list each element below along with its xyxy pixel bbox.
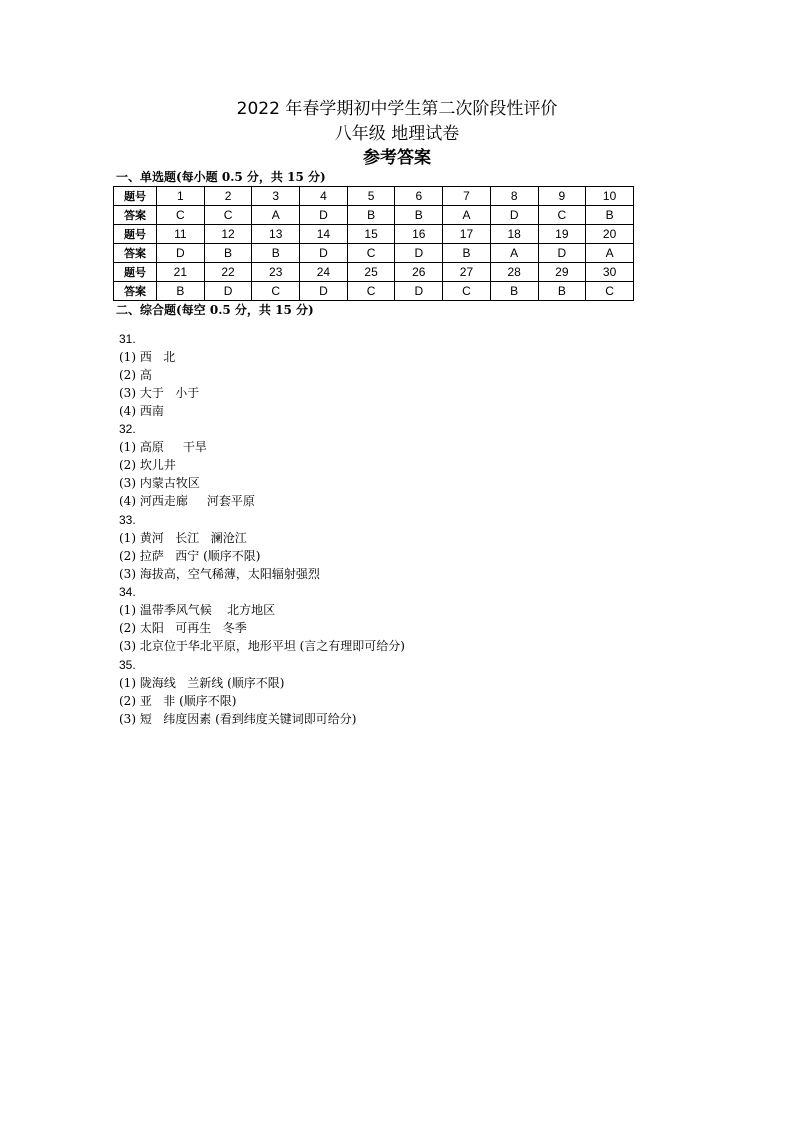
answer-cell: D: [490, 206, 538, 225]
answer-cell: C: [347, 282, 395, 301]
answer-table: [113, 186, 634, 301]
answer-cell: A: [252, 206, 300, 225]
answer-line: (3) 大于 小于: [119, 386, 200, 400]
answer-cell: A: [586, 244, 634, 263]
question-number-cell: 23: [252, 263, 300, 282]
question-number-cell: 16: [395, 225, 443, 244]
question-number-cell: 3: [252, 187, 300, 206]
answer-cell: B: [157, 282, 205, 301]
answer-cell: D: [395, 244, 443, 263]
answer-row: [114, 282, 634, 301]
answer-line: (3) 北京位于华北平原，地形平坦 (言之有理即可给分): [119, 639, 405, 653]
question-number-cell: 17: [443, 225, 491, 244]
question-number-cell: 22: [204, 263, 252, 282]
question-number-cell: 1: [157, 187, 205, 206]
question-number-cell: 25: [347, 263, 395, 282]
question-number-cell: 24: [300, 263, 348, 282]
question-number: 31.: [119, 332, 136, 346]
answer-line: (3) 内蒙古牧区: [119, 476, 200, 490]
answer-line: (4) 西南: [119, 404, 164, 418]
question-number-cell: 13: [252, 225, 300, 244]
answer-cell: D: [300, 244, 348, 263]
answer-line: (1) 陇海线 兰新线 (顺序不限): [119, 676, 285, 690]
answer-cell: B: [443, 244, 491, 263]
question-number-cell: 8: [490, 187, 538, 206]
question-number-cell: 27: [443, 263, 491, 282]
answer-cell: D: [300, 206, 348, 225]
answer-line: (2) 高: [119, 368, 152, 382]
answer-cell: C: [204, 206, 252, 225]
question-number-cell: 26: [395, 263, 443, 282]
answer-cell: B: [395, 206, 443, 225]
answer-line: (4) 河西走廊 河套平原: [119, 494, 255, 508]
question-number-cell: 4: [300, 187, 348, 206]
question-number: 32.: [119, 422, 136, 436]
answer-cell: D: [157, 244, 205, 263]
row-label: 答案: [114, 282, 157, 301]
question-number-cell: 9: [538, 187, 586, 206]
question-number-cell: 14: [300, 225, 348, 244]
question-number-cell: 30: [586, 263, 634, 282]
answer-line: (2) 太阳 可再生 冬季: [119, 621, 247, 635]
document-title: 2022 年春学期初中学生第二次阶段性评价: [236, 99, 558, 119]
question-number-cell: 20: [586, 225, 634, 244]
question-number-cell: 15: [347, 225, 395, 244]
answer-line: (2) 坎儿井: [119, 458, 176, 472]
question-number-cell: 29: [538, 263, 586, 282]
answer-line: (2) 亚 非 (顺序不限): [119, 694, 237, 708]
question-number-row: [114, 187, 634, 206]
row-label: 答案: [114, 206, 157, 225]
question-number-row: [114, 225, 634, 244]
question-number-cell: 19: [538, 225, 586, 244]
answer-cell: D: [395, 282, 443, 301]
answer-cell: B: [586, 206, 634, 225]
answer-cell: B: [252, 244, 300, 263]
answer-cell: C: [347, 244, 395, 263]
row-label: 答案: [114, 244, 157, 263]
answer-row: [114, 244, 634, 263]
question-number-cell: 6: [395, 187, 443, 206]
row-label: 题号: [114, 263, 157, 282]
section-2-title: 二、综合题(每空 0.5 分，共 15 分): [116, 303, 314, 317]
answer-line: (1) 高原 干旱: [119, 440, 207, 454]
answer-line: (2) 拉萨 西宁 (顺序不限): [119, 549, 261, 563]
answer-cell: C: [252, 282, 300, 301]
answer-cell: D: [538, 244, 586, 263]
answer-cell: A: [490, 244, 538, 263]
answer-cell: C: [586, 282, 634, 301]
answer-cell: C: [157, 206, 205, 225]
question-number-cell: 11: [157, 225, 205, 244]
answer-cell: A: [443, 206, 491, 225]
row-label: 题号: [114, 225, 157, 244]
question-number-cell: 7: [443, 187, 491, 206]
answer-line: (1) 温带季风气候 北方地区: [119, 603, 276, 617]
answer-cell: C: [538, 206, 586, 225]
question-number-cell: 18: [490, 225, 538, 244]
row-label: 题号: [114, 187, 157, 206]
section-1-title: 一、单选题(每小题 0.5 分，共 15 分): [116, 170, 326, 184]
document-subtitle: 八年级 地理试卷: [334, 124, 460, 144]
answer-key-heading: 参考答案: [363, 148, 431, 168]
answer-line: (1) 黄河 长江 澜沧江: [119, 531, 247, 545]
answer-line: (3) 海拔高，空气稀薄，太阳辐射强烈: [119, 567, 320, 581]
question-number: 35.: [119, 658, 136, 672]
answer-row: [114, 206, 634, 225]
question-number-cell: 10: [586, 187, 634, 206]
question-number-cell: 21: [157, 263, 205, 282]
question-number-cell: 12: [204, 225, 252, 244]
question-number: 33.: [119, 513, 136, 527]
question-number-row: [114, 263, 634, 282]
question-number-cell: 5: [347, 187, 395, 206]
question-number-cell: 2: [204, 187, 252, 206]
question-number-cell: 28: [490, 263, 538, 282]
answer-cell: C: [443, 282, 491, 301]
answer-cell: D: [204, 282, 252, 301]
answer-cell: B: [204, 244, 252, 263]
answer-line: (3) 短 纬度因素 (看到纬度关键词即可给分): [119, 712, 357, 726]
answer-cell: B: [490, 282, 538, 301]
answer-line: (1) 西 北: [119, 350, 176, 364]
question-number: 34.: [119, 585, 136, 599]
answer-cell: D: [300, 282, 348, 301]
answer-cell: B: [538, 282, 586, 301]
answer-cell: B: [347, 206, 395, 225]
